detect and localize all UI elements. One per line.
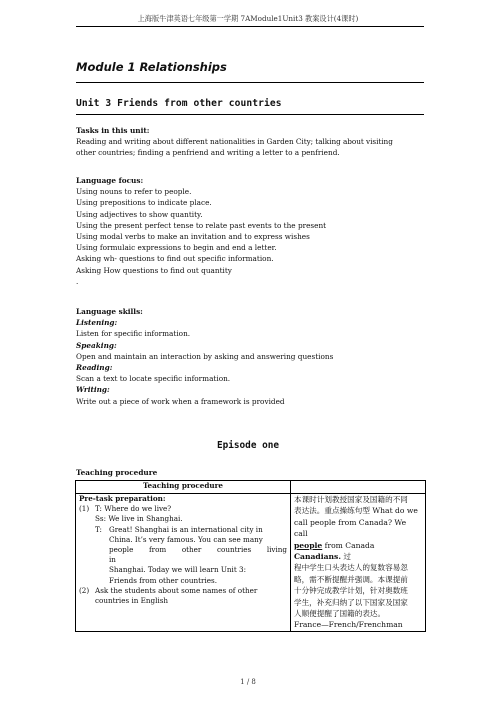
- statement-line: Shanghai. Today we will learn Unit 3:: [109, 565, 247, 575]
- focus-item: Using the present perfect tense to relate past events to the present: [76, 220, 327, 230]
- module-rule: [76, 82, 424, 83]
- unit-rule: [76, 114, 424, 115]
- note-line: 学生，补充归纳了以下国家及国家: [294, 597, 408, 607]
- tasks-label: Tasks in this unit:: [76, 126, 150, 135]
- tasks-line-2: other countries; finding a penfriend and writing a letter to a penfriend.: [76, 148, 340, 158]
- header-divider: [76, 26, 424, 27]
- tasks-line-1: Reading and writing about different nationalities in Garden City; talking about visiting: [76, 137, 393, 147]
- focus-item: .: [76, 276, 79, 286]
- note-line: France—French/Frenchman: [294, 620, 403, 630]
- writing-label: Writing:: [76, 385, 110, 395]
- language-skills-section: [76, 306, 424, 407]
- focus-item: Asking How questions to find out quantity: [76, 265, 232, 275]
- note-line: 本课时计划教授国家及国籍的不同: [294, 495, 408, 504]
- item-2-line: countries in English: [95, 596, 169, 606]
- item-number: (2): [79, 585, 90, 595]
- note-line: 略，需不断提醒并强调。本课提前: [294, 574, 408, 584]
- item-2-text: [95, 586, 287, 606]
- statement-line: Great! Shanghai is an international city in: [109, 524, 263, 534]
- focus-item: Using nouns to refer to people.: [76, 187, 192, 197]
- statement-line: Friends from other countries.: [109, 575, 217, 585]
- note-line: 程中学生口头表达人的复数容易忽: [294, 563, 408, 573]
- procedure-item-1: [79, 504, 287, 514]
- reading-text: Scan a text to locate specific information.: [76, 374, 231, 384]
- note-fragment: 过: [340, 552, 351, 562]
- procedure-cell: [76, 494, 291, 632]
- reading-label: Reading:: [76, 363, 113, 373]
- language-focus-label: Language focus:: [76, 176, 144, 185]
- language-focus-section: [76, 175, 424, 287]
- item-2-line: Ask the students about some names of other: [95, 585, 258, 595]
- teacher-question: T: Where do we live?: [95, 504, 172, 514]
- page-header: 上海版牛津英语七年级第一学期 7AModule1Unit3 教案设计(4课时): [137, 14, 359, 23]
- focus-item: Asking wh- questions to find out specific information.: [76, 254, 274, 264]
- focus-item: Using prepositions to indicate place.: [76, 198, 212, 208]
- note-line: [294, 540, 422, 563]
- table-header: Teaching procedure: [76, 481, 291, 494]
- student-answer: Ss: We live in Shanghai.: [95, 514, 183, 524]
- focus-item: Using adjectives to show quantity.: [76, 209, 203, 219]
- note-line: call people from Canada? We call: [294, 517, 407, 539]
- note-line: 人顺便提醒了国籍的表达。: [294, 609, 386, 619]
- pretask-label: Pre-task preparation:: [79, 494, 166, 503]
- page-number: 1 / 8: [240, 678, 256, 686]
- speaker-label: T:: [95, 524, 102, 534]
- listening-text: Listen for specific information.: [76, 329, 191, 339]
- speaking-text: Open and maintain an interaction by asking and answering questions: [76, 351, 334, 361]
- statement-line: China. It’s very famous. You can see many: [109, 534, 263, 544]
- tasks-section: [76, 125, 424, 159]
- episode-title: Episode one: [216, 440, 280, 451]
- teaching-procedure-table: [75, 480, 426, 632]
- note-line: 表达法。重点操练句型 What do we: [294, 506, 418, 516]
- statement-line: people from other countries living in: [109, 545, 287, 565]
- unit-title: Unit 3 Friends from other countries: [76, 98, 282, 109]
- language-skills-label: Language skills:: [76, 307, 143, 316]
- listening-label: Listening:: [76, 318, 118, 328]
- teaching-procedure-heading: Teaching procedure: [76, 468, 158, 477]
- speaking-label: Speaking:: [76, 340, 117, 350]
- item-number: (1): [79, 504, 90, 514]
- notes-cell: [291, 494, 426, 632]
- procedure-item-2: [79, 586, 287, 606]
- note-emphasis-people: people: [294, 540, 323, 550]
- note-line: 十分钟完成教学计划，针对奥数班: [294, 586, 408, 596]
- module-title: Module 1 Relationships: [76, 60, 227, 74]
- teacher-statement-text: [109, 525, 287, 586]
- focus-item: Using modal verbs to make an invitation and to express wishes: [76, 232, 310, 242]
- note-fragment: from Canada: [322, 540, 375, 550]
- writing-text: Write out a piece of work when a framework is provided: [76, 396, 285, 406]
- focus-item: Using formulaic expressions to begin and end a letter.: [76, 243, 277, 253]
- note-emphasis-canadians: Canadians.: [294, 552, 341, 562]
- table-header-empty-cell: [291, 481, 426, 494]
- teacher-statement: [79, 525, 287, 586]
